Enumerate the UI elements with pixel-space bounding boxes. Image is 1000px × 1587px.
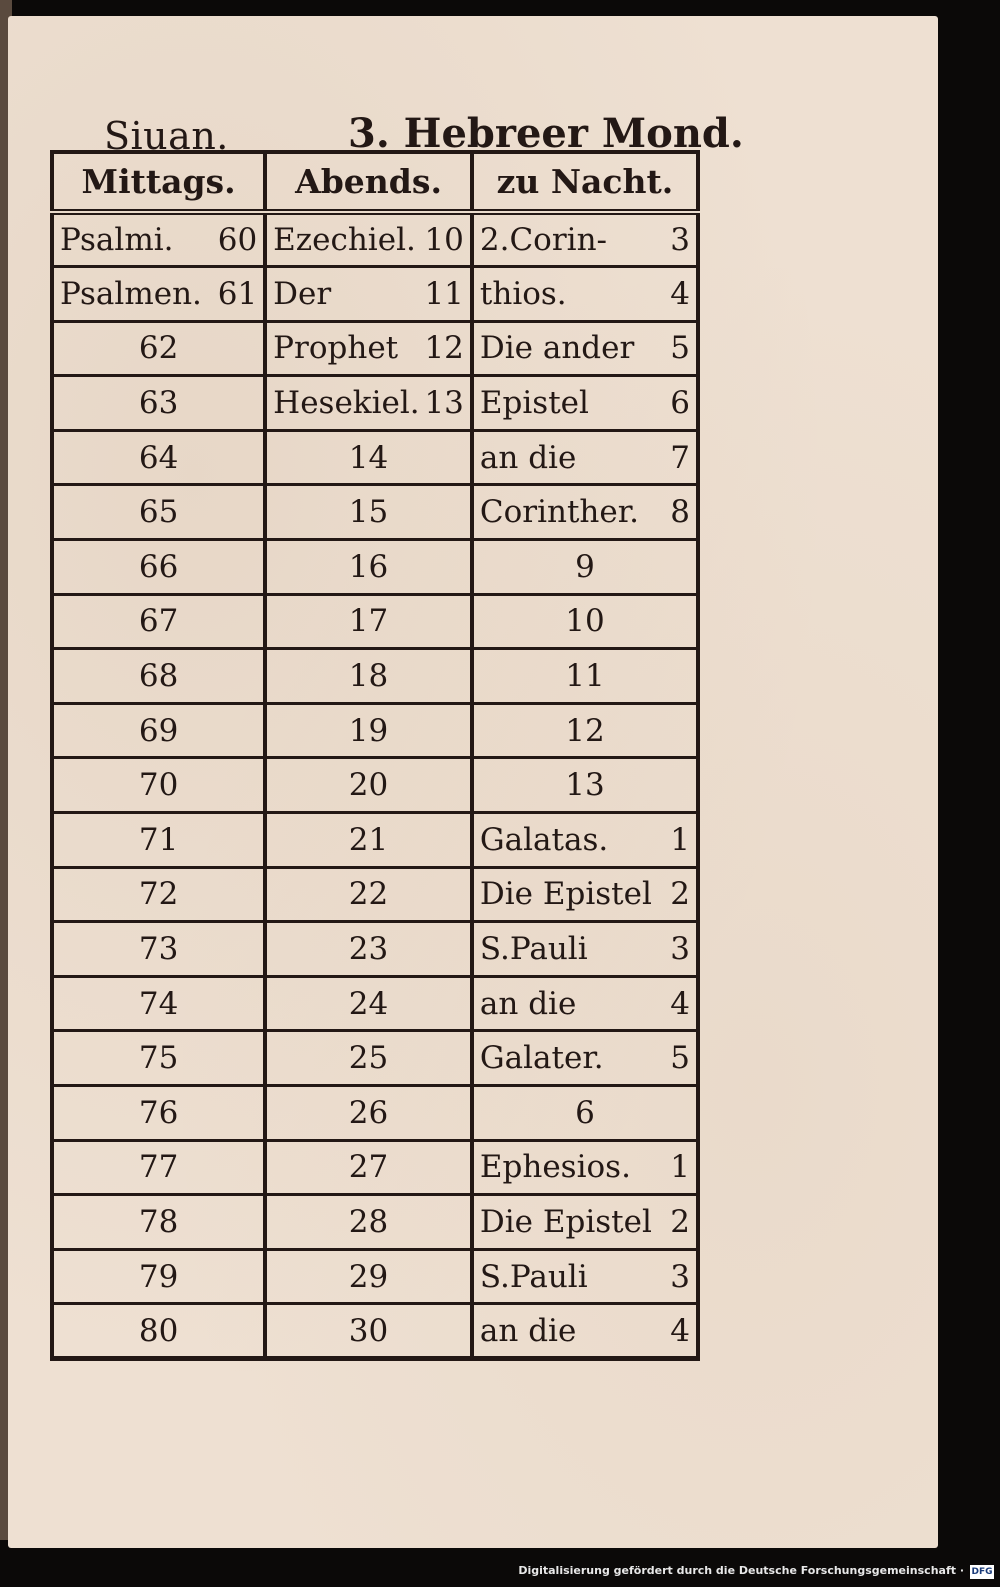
table-row	[52, 1031, 698, 1086]
table-row	[52, 649, 698, 704]
cell-content	[60, 440, 257, 476]
cell-night-text: an die	[479, 439, 577, 476]
cell-night	[472, 1195, 698, 1250]
cell-content	[60, 986, 257, 1022]
cell-content	[273, 986, 464, 1022]
column-header-midday: Mittags.	[52, 152, 265, 212]
cell-evening	[265, 376, 472, 431]
cell-content	[60, 1313, 257, 1349]
cell-content	[273, 931, 464, 967]
cell-content	[480, 1040, 690, 1076]
cell-night	[472, 376, 698, 431]
cell-evening-number: 29	[348, 1258, 389, 1295]
cell-night-text: Die ander	[479, 330, 635, 367]
cell-midday	[52, 267, 265, 322]
cell-night	[472, 813, 698, 868]
cell-evening-number: 23	[348, 931, 389, 968]
cell-midday-number: 74	[138, 985, 179, 1022]
cell-content	[480, 440, 690, 476]
table-row	[52, 321, 698, 376]
cell-content	[60, 876, 257, 912]
cell-midday	[52, 1195, 265, 1250]
cell-evening	[265, 267, 472, 322]
column-header-night: zu Nacht.	[472, 152, 698, 212]
cell-content	[480, 549, 690, 585]
cell-content	[273, 603, 464, 639]
table-row	[52, 1140, 698, 1195]
cell-midday	[52, 485, 265, 540]
cell-midday-number: 62	[138, 330, 179, 367]
cell-midday	[52, 813, 265, 868]
cell-evening-number: 16	[348, 548, 389, 585]
cell-evening	[265, 703, 472, 758]
cell-evening-number: 11	[424, 275, 464, 312]
cell-evening-text: Prophet	[273, 330, 399, 367]
cell-evening	[265, 321, 472, 376]
cell-midday	[52, 321, 265, 376]
cell-content	[480, 1149, 690, 1185]
cell-night-number: 6	[670, 385, 690, 422]
cell-night-number: 2	[670, 1203, 690, 1240]
cell-night	[472, 922, 698, 977]
cell-night-number: 4	[670, 985, 690, 1022]
cell-night-text: an die	[479, 1312, 577, 1349]
cell-evening	[265, 1304, 472, 1359]
cell-evening	[265, 485, 472, 540]
cell-evening-number: 20	[348, 767, 389, 804]
cell-evening	[265, 922, 472, 977]
table-header-row	[52, 152, 698, 212]
cell-midday-number: 77	[138, 1149, 179, 1186]
cell-night	[472, 267, 698, 322]
cell-midday	[52, 376, 265, 431]
cell-content	[273, 1204, 464, 1240]
cell-night-number: 5	[670, 330, 690, 367]
table-row	[52, 376, 698, 431]
cell-midday	[52, 1304, 265, 1359]
cell-evening	[265, 430, 472, 485]
cell-content	[480, 876, 690, 912]
cell-night	[472, 321, 698, 376]
cell-evening-number: 25	[348, 1040, 389, 1077]
table-row	[52, 976, 698, 1031]
cell-evening-number: 30	[348, 1312, 389, 1349]
cell-midday-number: 72	[138, 876, 179, 913]
cell-evening	[265, 649, 472, 704]
cell-midday-number: 71	[138, 821, 179, 858]
cell-night-number: 2	[670, 876, 690, 913]
cell-night	[472, 867, 698, 922]
cell-midday-text: Psalmi.	[60, 222, 174, 259]
cell-night-number: 3	[670, 931, 690, 968]
cell-content	[273, 822, 464, 858]
cell-content	[273, 330, 464, 366]
cell-content	[273, 658, 464, 694]
cell-evening-number: 17	[348, 603, 389, 640]
table-row	[52, 922, 698, 977]
cell-midday-number: 75	[138, 1040, 179, 1077]
cell-content	[480, 1095, 690, 1131]
cell-night-text: S.Pauli	[479, 931, 588, 968]
cell-night	[472, 1304, 698, 1359]
cell-midday-number: 76	[138, 1094, 179, 1131]
cell-midday	[52, 540, 265, 595]
cell-night	[472, 212, 698, 267]
cell-content	[273, 767, 464, 803]
cell-night-number: 6	[575, 1094, 595, 1131]
cell-midday-number: 70	[138, 767, 179, 804]
cell-night-number: 12	[565, 712, 605, 749]
cell-evening-text: Der	[273, 275, 332, 312]
cell-evening-number: 22	[348, 876, 389, 913]
table-body	[52, 212, 698, 1358]
table-row	[52, 867, 698, 922]
cell-night-number: 3	[670, 1258, 690, 1295]
cell-content	[60, 1095, 257, 1131]
cell-content	[480, 494, 690, 530]
cell-evening-number: 10	[424, 222, 464, 259]
cell-evening	[265, 1195, 472, 1250]
cell-midday	[52, 1031, 265, 1086]
cell-content	[60, 330, 257, 366]
cell-night-text: 2.Corin-	[479, 222, 608, 259]
table-row	[52, 1195, 698, 1250]
cell-night-number: 7	[670, 439, 690, 476]
cell-night-number: 4	[670, 1312, 690, 1349]
column-header-evening: Abends.	[265, 152, 472, 212]
cell-night-number: 9	[575, 548, 595, 585]
cell-midday	[52, 922, 265, 977]
cell-midday-number: 66	[138, 548, 179, 585]
cell-content	[273, 1095, 464, 1131]
cell-content	[480, 222, 690, 258]
cell-evening	[265, 1031, 472, 1086]
table-row	[52, 1086, 698, 1141]
cell-night	[472, 758, 698, 813]
cell-night	[472, 430, 698, 485]
cell-evening-text: Hesekiel.	[273, 385, 420, 422]
cell-content	[273, 876, 464, 912]
cell-night-text: Galatas.	[479, 821, 609, 858]
cell-evening-number: 19	[348, 712, 389, 749]
cell-content	[480, 767, 690, 803]
cell-night	[472, 1249, 698, 1304]
cell-midday	[52, 594, 265, 649]
cell-night-number: 10	[565, 603, 605, 640]
cell-content	[60, 222, 257, 258]
cell-evening-text: Ezechiel.	[273, 222, 416, 259]
cell-midday	[52, 867, 265, 922]
cell-night-text: Galater.	[479, 1040, 604, 1077]
cell-midday-number: 69	[138, 712, 179, 749]
cell-midday	[52, 976, 265, 1031]
cell-content	[60, 1259, 257, 1295]
cell-night-number: 13	[565, 767, 605, 804]
cell-evening	[265, 1086, 472, 1141]
cell-midday	[52, 758, 265, 813]
cell-evening-number: 13	[424, 385, 464, 422]
reading-schedule-table	[50, 150, 700, 1361]
cell-evening-number: 15	[348, 494, 389, 531]
table-row	[52, 703, 698, 758]
cell-evening	[265, 1249, 472, 1304]
table-row	[52, 540, 698, 595]
cell-evening-number: 21	[348, 821, 389, 858]
cell-content	[273, 1259, 464, 1295]
cell-evening	[265, 813, 472, 868]
cell-night-text: S.Pauli	[479, 1258, 588, 1295]
cell-midday	[52, 1140, 265, 1195]
cell-night-text: thios.	[479, 275, 567, 312]
cell-evening-number: 12	[424, 330, 464, 367]
cell-evening	[265, 976, 472, 1031]
page-title: 3. Hebreer Mond.	[348, 110, 744, 157]
cell-midday	[52, 430, 265, 485]
cell-content	[480, 931, 690, 967]
cell-night	[472, 649, 698, 704]
cell-midday-number: 67	[138, 603, 179, 640]
table-row	[52, 1304, 698, 1359]
cell-content	[480, 1313, 690, 1349]
cell-content	[480, 1259, 690, 1295]
cell-midday-number: 60	[217, 222, 258, 259]
cell-content	[273, 1040, 464, 1076]
cell-evening	[265, 540, 472, 595]
cell-midday-number: 63	[138, 385, 179, 422]
cell-night	[472, 1031, 698, 1086]
cell-evening	[265, 212, 472, 267]
cell-night-text: Corinther.	[479, 494, 640, 531]
cell-content	[480, 658, 690, 694]
cell-evening-number: 14	[348, 439, 389, 476]
cell-night-number: 8	[670, 494, 690, 531]
cell-content	[60, 822, 257, 858]
cell-midday-number: 64	[138, 439, 179, 476]
table-row	[52, 813, 698, 868]
cell-content	[60, 276, 257, 312]
cell-night	[472, 976, 698, 1031]
table-row	[52, 430, 698, 485]
cell-content	[60, 494, 257, 530]
cell-night-number: 1	[670, 821, 690, 858]
cell-content	[273, 222, 464, 258]
cell-evening-number: 28	[348, 1203, 389, 1240]
cell-night-text: Ephesios.	[479, 1149, 631, 1186]
table-row	[52, 758, 698, 813]
cell-content	[273, 1313, 464, 1349]
digitization-credit: Digitalisierung gefördert durch die Deutsche Forschungsgemeinschaft ·	[518, 1564, 964, 1577]
cell-evening-number: 24	[348, 985, 389, 1022]
cell-midday	[52, 212, 265, 267]
cell-content	[273, 713, 464, 749]
cell-midday-text: Psalmen.	[60, 275, 202, 312]
cell-content	[480, 330, 690, 366]
cell-content	[60, 1040, 257, 1076]
cell-night-number: 4	[670, 275, 690, 312]
cell-night-number: 3	[670, 222, 690, 259]
cell-night-number: 5	[670, 1040, 690, 1077]
cell-night	[472, 1140, 698, 1195]
cell-midday-number: 79	[138, 1258, 179, 1295]
cell-midday	[52, 1086, 265, 1141]
cell-content	[480, 713, 690, 749]
cell-midday-number: 61	[217, 275, 258, 312]
cell-midday	[52, 703, 265, 758]
cell-evening	[265, 867, 472, 922]
cell-evening	[265, 594, 472, 649]
cell-midday-number: 73	[138, 931, 179, 968]
cell-night-number: 11	[565, 658, 605, 695]
cell-content	[60, 1204, 257, 1240]
cell-night-text: an die	[479, 985, 577, 1022]
table-row	[52, 267, 698, 322]
cell-evening-number: 26	[348, 1094, 389, 1131]
cell-content	[60, 385, 257, 421]
cell-midday-number: 68	[138, 658, 179, 695]
cell-content	[273, 276, 464, 312]
cell-content	[60, 713, 257, 749]
cell-content	[273, 440, 464, 476]
cell-content	[60, 931, 257, 967]
cell-content	[480, 1204, 690, 1240]
cell-evening	[265, 1140, 472, 1195]
cell-night-text: Die Epistel	[479, 876, 652, 913]
cell-content	[480, 276, 690, 312]
cell-content	[60, 549, 257, 585]
month-heading: Siuan.	[104, 114, 229, 158]
cell-night	[472, 485, 698, 540]
table-row	[52, 212, 698, 267]
schedule-table	[50, 150, 700, 1361]
cell-content	[60, 658, 257, 694]
cell-content	[60, 603, 257, 639]
cell-content	[480, 822, 690, 858]
cell-midday	[52, 1249, 265, 1304]
cell-midday-number: 78	[138, 1203, 179, 1240]
cell-midday	[52, 649, 265, 704]
cell-midday-number: 65	[138, 494, 179, 531]
cell-content	[273, 494, 464, 530]
table-row	[52, 1249, 698, 1304]
cell-content	[480, 603, 690, 639]
table-row	[52, 594, 698, 649]
cell-content	[480, 986, 690, 1022]
cell-night	[472, 540, 698, 595]
cell-night	[472, 594, 698, 649]
cell-evening-number: 27	[348, 1149, 389, 1186]
cell-midday-number: 80	[138, 1312, 179, 1349]
dfg-logo: DFG	[971, 1567, 993, 1577]
cell-content	[273, 549, 464, 585]
cell-content	[273, 385, 464, 421]
table-row	[52, 485, 698, 540]
cell-night-text: Epistel	[479, 385, 589, 422]
cell-evening-number: 18	[348, 658, 389, 695]
cell-night-number: 1	[670, 1149, 690, 1186]
cell-content	[273, 1149, 464, 1185]
cell-night	[472, 703, 698, 758]
cell-content	[60, 767, 257, 803]
cell-night-text: Die Epistel	[479, 1203, 652, 1240]
cell-evening	[265, 758, 472, 813]
cell-content	[60, 1149, 257, 1185]
cell-night	[472, 1086, 698, 1141]
cell-content	[480, 385, 690, 421]
